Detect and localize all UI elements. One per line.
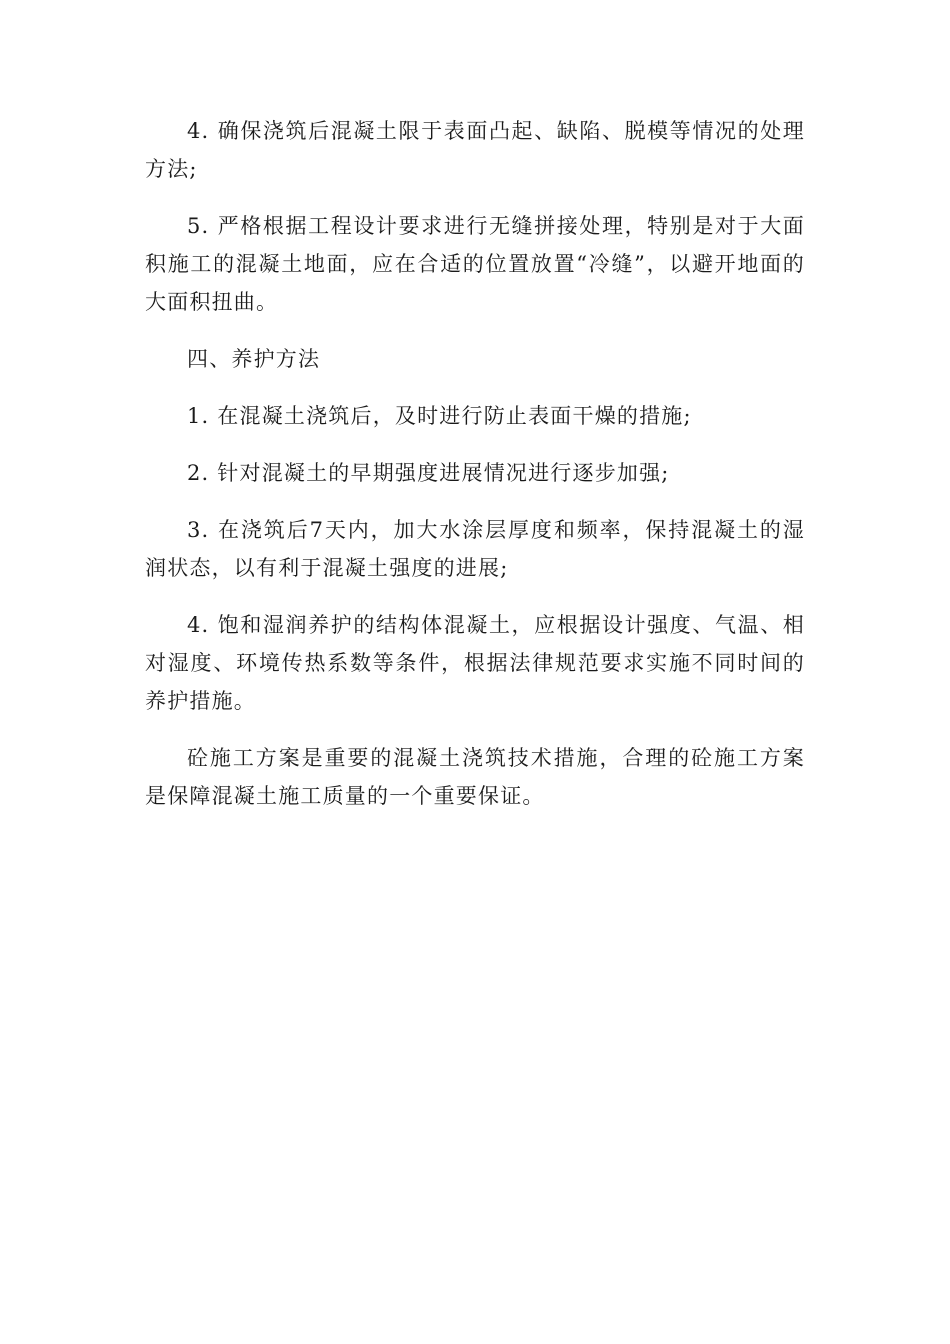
- list-item-seamless-joint: 5. 严格根据工程设计要求进行无缝拼接处理，特别是对于大面积施工的混凝土地面，应在合适的位置放置“冷缝”，以避开地面的大面积扭曲。: [145, 214, 805, 314]
- closing-paragraph: 砼施工方案是重要的混凝土浇筑技术措施，合理的砼施工方案是保障混凝土施工质量的一个重要保证。: [145, 746, 805, 808]
- list-item-early-strength: 2. 针对混凝土的早期强度进展情况进行逐步加强;: [187, 461, 670, 485]
- list-item-seven-days: 3. 在浇筑后7天内，加大水涂层厚度和频率，保持混凝土的湿润状态，以有利于混凝土强度的进展;: [145, 518, 805, 580]
- list-item-surface-defects: 4. 确保浇筑后混凝土限于表面凸起、缺陷、脱模等情况的处理方法;: [145, 119, 805, 181]
- document-body: [145, 112, 805, 834]
- section-heading-curing: 四、养护方法: [187, 347, 321, 371]
- list-item-curing-measures: 4. 饱和湿润养护的结构体混凝土，应根据设计强度、气温、相对湿度、环境传热系数等条件，根据法律规范要求实施不同时间的养护措施。: [145, 613, 805, 713]
- list-item-prevent-drying: 1. 在混凝土浇筑后，及时进行防止表面干燥的措施;: [187, 404, 692, 428]
